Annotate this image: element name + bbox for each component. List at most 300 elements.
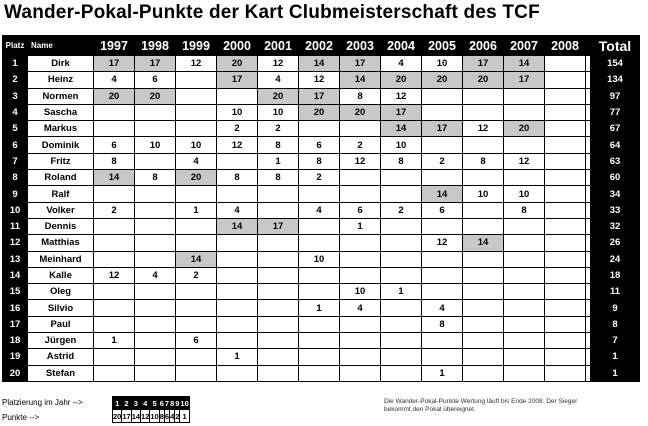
points-cell: 8 xyxy=(463,153,504,169)
legend-place: 7 xyxy=(164,398,170,408)
rank-cell: 4 xyxy=(3,104,28,120)
points-cell xyxy=(217,88,258,104)
points-cell xyxy=(176,300,217,316)
points-cell: 12 xyxy=(422,235,463,251)
points-cell: 4 xyxy=(258,72,299,88)
table-row xyxy=(3,300,640,316)
page-title: Wander-Pokal-Punkte der Kart Clubmeisterschaft des TCF xyxy=(4,2,540,23)
points-cell: 17 xyxy=(422,121,463,137)
table-row xyxy=(3,284,640,300)
points-cell xyxy=(299,349,340,365)
header-year: 2003 xyxy=(340,36,381,56)
points-cell: 6 xyxy=(340,202,381,218)
total-cell: 34 xyxy=(591,186,640,202)
points-cell xyxy=(463,104,504,120)
points-cell xyxy=(135,284,176,300)
header-year: 2001 xyxy=(258,36,299,56)
points-cell xyxy=(135,235,176,251)
points-cell xyxy=(545,218,586,234)
points-cell: 12 xyxy=(381,88,422,104)
points-cell xyxy=(463,88,504,104)
legend-place: 2 xyxy=(122,397,131,410)
points-cell xyxy=(94,365,135,381)
points-cell xyxy=(217,235,258,251)
header-year: 2002 xyxy=(299,36,340,56)
table-row xyxy=(3,267,640,283)
points-cell xyxy=(422,88,463,104)
points-cell xyxy=(504,235,545,251)
points-cell: 1 xyxy=(422,365,463,381)
driver-name-cell: Astrid xyxy=(28,349,94,365)
points-cell xyxy=(258,251,299,267)
driver-name-cell: Paul xyxy=(28,316,94,332)
points-cell xyxy=(217,333,258,349)
points-cell: 14 xyxy=(299,56,340,72)
points-cell xyxy=(299,218,340,234)
points-cell xyxy=(504,251,545,267)
legend-place: 10 xyxy=(180,398,189,408)
points-cell: 10 xyxy=(422,56,463,72)
total-cell: 7 xyxy=(591,333,640,349)
points-cell: 14 xyxy=(504,56,545,72)
points-cell: 8 xyxy=(258,170,299,186)
points-cell xyxy=(94,235,135,251)
rank-cell: 13 xyxy=(3,251,28,267)
rank-cell: 20 xyxy=(3,365,28,381)
table-row xyxy=(3,333,640,349)
legend-points: 17 xyxy=(122,411,131,421)
rank-cell: 16 xyxy=(3,300,28,316)
points-cell xyxy=(381,349,422,365)
legend-place: 3 xyxy=(131,397,140,410)
rank-cell: 10 xyxy=(3,202,28,218)
points-cell: 12 xyxy=(299,72,340,88)
points-cell xyxy=(422,137,463,153)
points-cell xyxy=(545,251,586,267)
total-cell: 63 xyxy=(591,153,640,169)
legend-points: 12 xyxy=(141,411,150,421)
points-cell xyxy=(94,121,135,137)
points-cell xyxy=(545,267,586,283)
points-cell xyxy=(504,349,545,365)
points-cell xyxy=(217,251,258,267)
points-cell xyxy=(545,365,586,381)
points-cell xyxy=(545,300,586,316)
rank-cell: 11 xyxy=(3,218,28,234)
total-cell: 24 xyxy=(591,251,640,267)
points-cell xyxy=(463,284,504,300)
rank-cell: 15 xyxy=(3,284,28,300)
points-cell: 2 xyxy=(217,121,258,137)
points-cell: 14 xyxy=(422,186,463,202)
total-cell: 154 xyxy=(591,56,640,72)
points-cell: 17 xyxy=(217,72,258,88)
header-year: 1997 xyxy=(94,36,135,56)
points-cell: 20 xyxy=(299,104,340,120)
points-cell: 20 xyxy=(381,72,422,88)
legend-table xyxy=(112,396,190,423)
points-cell: 6 xyxy=(135,72,176,88)
points-cell xyxy=(422,218,463,234)
rank-cell: 12 xyxy=(3,235,28,251)
points-cell: 8 xyxy=(340,88,381,104)
points-cell xyxy=(545,284,586,300)
points-cell: 17 xyxy=(340,56,381,72)
points-cell xyxy=(545,235,586,251)
points-cell xyxy=(340,349,381,365)
points-cell xyxy=(545,170,586,186)
points-cell xyxy=(463,267,504,283)
points-cell: 14 xyxy=(217,218,258,234)
points-cell xyxy=(504,333,545,349)
points-cell xyxy=(135,349,176,365)
points-cell xyxy=(176,121,217,137)
total-cell: 18 xyxy=(591,267,640,283)
points-cell xyxy=(463,349,504,365)
points-cell: 14 xyxy=(463,235,504,251)
table-row xyxy=(3,349,640,365)
points-cell: 12 xyxy=(217,137,258,153)
points-cell xyxy=(463,218,504,234)
rank-cell: 5 xyxy=(3,121,28,137)
points-cell xyxy=(135,104,176,120)
points-cell xyxy=(545,56,586,72)
table-row xyxy=(3,88,640,104)
points-cell: 6 xyxy=(299,137,340,153)
points-cell xyxy=(545,316,586,332)
points-cell xyxy=(217,284,258,300)
driver-name-cell: Roland xyxy=(28,170,94,186)
points-cell: 10 xyxy=(340,284,381,300)
points-cell xyxy=(258,349,299,365)
legend-place: 8 xyxy=(170,398,175,408)
points-cell xyxy=(299,333,340,349)
points-cell xyxy=(545,202,586,218)
points-cell: 20 xyxy=(258,88,299,104)
table-row xyxy=(3,251,640,267)
total-cell: 8 xyxy=(591,316,640,332)
points-cell xyxy=(94,251,135,267)
driver-name-cell: Volker xyxy=(28,202,94,218)
points-cell: 17 xyxy=(94,56,135,72)
points-cell: 10 xyxy=(299,251,340,267)
total-cell: 64 xyxy=(591,137,640,153)
points-cell: 2 xyxy=(258,121,299,137)
total-cell: 67 xyxy=(591,121,640,137)
points-cell xyxy=(135,251,176,267)
rank-cell: 7 xyxy=(3,153,28,169)
points-cell xyxy=(545,137,586,153)
points-cell: 8 xyxy=(504,202,545,218)
points-cell xyxy=(381,333,422,349)
points-cell: 12 xyxy=(340,153,381,169)
rules-note: Die Wander-Pokal-Punkte Wertung läuft bis Ende 2008. Der Sieger bekommt den Pokal übereignet. xyxy=(384,398,578,413)
points-cell xyxy=(94,186,135,202)
header-year: 2008 xyxy=(545,36,586,56)
points-cell: 6 xyxy=(176,333,217,349)
total-cell: 1 xyxy=(591,365,640,381)
legend-place: 4 xyxy=(141,397,150,410)
points-cell: 4 xyxy=(176,153,217,169)
points-cell: 10 xyxy=(381,137,422,153)
points-cell xyxy=(94,316,135,332)
points-cell xyxy=(217,267,258,283)
legend-points: 2 xyxy=(175,411,180,421)
header-platz: Platz xyxy=(3,36,28,56)
points-cell xyxy=(422,333,463,349)
points-cell xyxy=(94,300,135,316)
driver-name-cell: Jürgen xyxy=(28,333,94,349)
points-cell xyxy=(545,349,586,365)
points-cell xyxy=(299,316,340,332)
total-cell: 60 xyxy=(591,170,640,186)
points-cell xyxy=(545,72,586,88)
points-cell xyxy=(340,316,381,332)
points-cell xyxy=(94,218,135,234)
points-cell: 6 xyxy=(94,137,135,153)
points-cell xyxy=(463,333,504,349)
points-cell xyxy=(504,365,545,381)
points-cell xyxy=(176,349,217,365)
points-cell: 2 xyxy=(299,170,340,186)
points-cell: 20 xyxy=(463,72,504,88)
points-cell xyxy=(545,186,586,202)
header-year: 2004 xyxy=(381,36,422,56)
points-cell: 8 xyxy=(94,153,135,169)
points-cell: 8 xyxy=(135,170,176,186)
driver-name-cell: Oleg xyxy=(28,284,94,300)
points-cell: 8 xyxy=(217,170,258,186)
driver-name-cell: Meinhard xyxy=(28,251,94,267)
points-cell: 2 xyxy=(94,202,135,218)
points-cell xyxy=(504,170,545,186)
points-cell xyxy=(463,202,504,218)
driver-name-cell: Fritz xyxy=(28,153,94,169)
points-cell xyxy=(135,153,176,169)
points-cell xyxy=(258,186,299,202)
points-cell xyxy=(422,349,463,365)
points-cell xyxy=(258,300,299,316)
driver-name-cell: Sascha xyxy=(28,104,94,120)
points-cell xyxy=(381,251,422,267)
legend-placement-label: Platzierung im Jahr --> xyxy=(2,398,83,407)
table-row xyxy=(3,121,640,137)
points-cell xyxy=(340,251,381,267)
points-cell: 12 xyxy=(94,267,135,283)
points-cell xyxy=(340,121,381,137)
points-cell xyxy=(217,186,258,202)
points-cell: 12 xyxy=(504,153,545,169)
points-cell xyxy=(258,235,299,251)
points-cell xyxy=(176,72,217,88)
table-row xyxy=(3,218,640,234)
points-cell: 14 xyxy=(94,170,135,186)
table-row xyxy=(3,72,640,88)
points-cell xyxy=(504,284,545,300)
points-cell xyxy=(422,267,463,283)
points-cell: 17 xyxy=(135,56,176,72)
total-cell: 26 xyxy=(591,235,640,251)
legend-points: 4 xyxy=(170,411,175,421)
header-year: 1999 xyxy=(176,36,217,56)
points-cell: 1 xyxy=(299,300,340,316)
rank-cell: 17 xyxy=(3,316,28,332)
points-cell xyxy=(545,88,586,104)
points-cell: 8 xyxy=(258,137,299,153)
header-name: Name xyxy=(28,36,94,56)
header-year: 2007 xyxy=(504,36,545,56)
points-cell xyxy=(94,284,135,300)
points-cell xyxy=(135,300,176,316)
legend-place: 5 xyxy=(150,397,159,410)
points-cell xyxy=(381,267,422,283)
points-cell xyxy=(176,284,217,300)
legend-points-label: Punkte --> xyxy=(2,413,40,422)
points-cell: 12 xyxy=(258,56,299,72)
points-cell xyxy=(504,88,545,104)
total-cell: 1 xyxy=(591,349,640,365)
points-cell: 20 xyxy=(340,104,381,120)
points-cell: 10 xyxy=(176,137,217,153)
points-cell xyxy=(463,137,504,153)
points-cell xyxy=(217,316,258,332)
points-cell xyxy=(258,365,299,381)
points-cell xyxy=(463,365,504,381)
rank-cell: 3 xyxy=(3,88,28,104)
points-cell xyxy=(217,365,258,381)
legend-place: 9 xyxy=(175,398,180,408)
points-cell xyxy=(422,170,463,186)
points-cell: 8 xyxy=(299,153,340,169)
points-cell xyxy=(176,186,217,202)
legend-points: 14 xyxy=(131,411,141,421)
points-cell: 2 xyxy=(381,202,422,218)
points-cell xyxy=(176,235,217,251)
header-year: 1998 xyxy=(135,36,176,56)
table-row xyxy=(3,137,640,153)
table-body xyxy=(3,56,640,382)
legend-places-row xyxy=(113,397,190,410)
points-cell xyxy=(135,365,176,381)
driver-name-cell: Ralf xyxy=(28,186,94,202)
points-cell: 20 xyxy=(217,56,258,72)
driver-name-cell: Silvio xyxy=(28,300,94,316)
points-cell xyxy=(299,186,340,202)
points-cell xyxy=(217,153,258,169)
points-cell: 6 xyxy=(422,202,463,218)
table-row xyxy=(3,316,640,332)
points-cell xyxy=(504,316,545,332)
points-cell: 10 xyxy=(504,186,545,202)
points-cell xyxy=(135,333,176,349)
points-cell xyxy=(463,170,504,186)
legend-points-row xyxy=(113,410,190,423)
points-cell xyxy=(463,316,504,332)
points-cell xyxy=(258,202,299,218)
driver-name-cell: Dirk xyxy=(28,56,94,72)
points-cell xyxy=(463,300,504,316)
points-cell: 17 xyxy=(258,218,299,234)
points-cell: 4 xyxy=(381,56,422,72)
points-cell: 17 xyxy=(381,104,422,120)
rank-cell: 2 xyxy=(3,72,28,88)
points-cell xyxy=(504,218,545,234)
points-cell xyxy=(135,316,176,332)
points-cell: 12 xyxy=(463,121,504,137)
points-cell: 14 xyxy=(340,72,381,88)
points-cell: 1 xyxy=(381,284,422,300)
points-cell xyxy=(381,300,422,316)
points-cell xyxy=(504,137,545,153)
points-cell xyxy=(258,267,299,283)
points-cell xyxy=(299,365,340,381)
driver-name-cell: Dominik xyxy=(28,137,94,153)
points-cell: 4 xyxy=(422,300,463,316)
points-cell: 1 xyxy=(340,218,381,234)
points-cell xyxy=(258,316,299,332)
table-row xyxy=(3,104,640,120)
rank-cell: 18 xyxy=(3,333,28,349)
legend-points: 1 xyxy=(180,410,189,423)
total-cell: 9 xyxy=(591,300,640,316)
header-row xyxy=(3,36,640,56)
legend-points: 8 xyxy=(159,411,164,421)
points-cell xyxy=(176,218,217,234)
points-cell: 1 xyxy=(258,153,299,169)
points-cell xyxy=(545,121,586,137)
points-cell: 4 xyxy=(217,202,258,218)
points-cell xyxy=(381,316,422,332)
points-cell: 10 xyxy=(463,186,504,202)
points-cell: 2 xyxy=(176,267,217,283)
points-cell xyxy=(176,365,217,381)
header-year: 2006 xyxy=(463,36,504,56)
points-cell: 17 xyxy=(504,72,545,88)
points-cell: 10 xyxy=(217,104,258,120)
points-cell xyxy=(135,202,176,218)
driver-name-cell: Matthias xyxy=(28,235,94,251)
points-cell xyxy=(176,316,217,332)
points-cell xyxy=(422,251,463,267)
points-cell xyxy=(381,218,422,234)
points-cell: 4 xyxy=(94,72,135,88)
driver-name-cell: Dennis xyxy=(28,218,94,234)
legend-place: 6 xyxy=(159,398,164,408)
points-cell: 1 xyxy=(94,333,135,349)
driver-name-cell: Markus xyxy=(28,121,94,137)
points-cell xyxy=(135,218,176,234)
points-cell xyxy=(299,267,340,283)
points-cell xyxy=(422,104,463,120)
rank-cell: 9 xyxy=(3,186,28,202)
table-row xyxy=(3,186,640,202)
points-cell xyxy=(463,251,504,267)
legend-place: 1 xyxy=(113,397,122,410)
legend-points: 20 xyxy=(113,411,122,421)
points-cell: 17 xyxy=(463,56,504,72)
points-cell xyxy=(258,333,299,349)
points-cell xyxy=(422,284,463,300)
legend-points: 6 xyxy=(164,411,170,421)
points-cell: 10 xyxy=(135,137,176,153)
points-cell xyxy=(94,349,135,365)
rank-cell: 8 xyxy=(3,170,28,186)
driver-name-cell: Kalle xyxy=(28,267,94,283)
points-cell xyxy=(381,170,422,186)
table-row xyxy=(3,365,640,381)
points-cell: 20 xyxy=(94,88,135,104)
points-cell xyxy=(176,104,217,120)
